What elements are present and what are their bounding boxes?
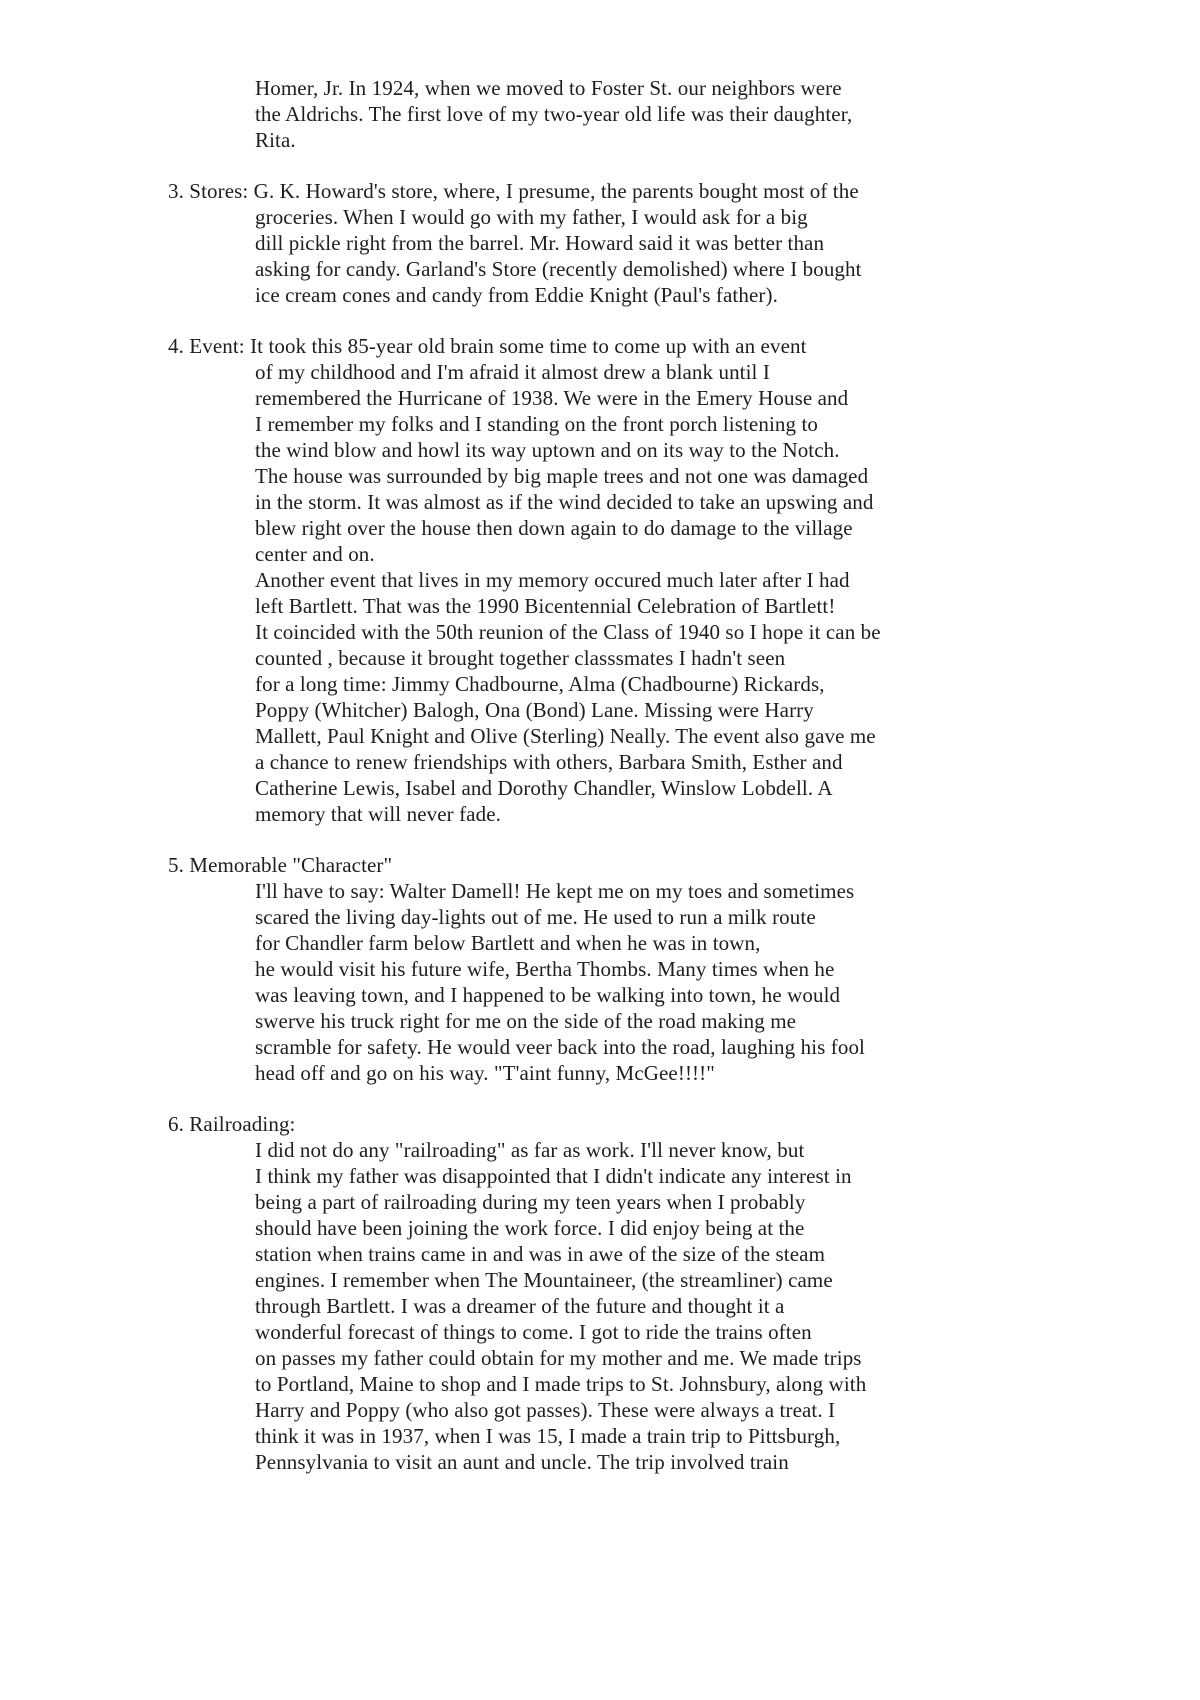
paragraph-line: left Bartlett. That was the 1990 Bicentennial Celebration of Bartlett! — [255, 594, 836, 618]
paragraph-line: dill pickle right from the barrel. Mr. Howard said it was better than — [255, 231, 825, 255]
paragraph-line: swerve his truck right for me on the side of the road making me — [255, 1009, 797, 1033]
paragraph-line: I'll have to say: Walter Damell! He kept me on my toes and sometimes — [255, 879, 855, 903]
paragraph-line: I did not do any "railroading" as far as work. I'll never know, but — [255, 1138, 805, 1162]
section-heading-character: 5. Memorable "Character" — [168, 853, 393, 877]
paragraph-line: Poppy (Whitcher) Balogh, Ona (Bond) Lane. Missing were Harry — [255, 698, 814, 722]
paragraph-line: Mallett, Paul Knight and Olive (Sterling) Neally. The event also gave me — [255, 724, 876, 748]
intro-line: Homer, Jr. In 1924, when we moved to Foster St. our neighbors were — [255, 76, 842, 100]
paragraph-line: think it was in 1937, when I was 15, I made a train trip to Pittsburgh, — [255, 1424, 841, 1448]
paragraph-line: a chance to renew friendships with others, Barbara Smith, Esther and — [255, 750, 843, 774]
paragraph-line: I think my father was disappointed that I didn't indicate any interest in — [255, 1164, 852, 1188]
paragraph-line: of my childhood and I'm afraid it almost drew a blank until I — [255, 360, 770, 384]
paragraph-line: Catherine Lewis, Isabel and Dorothy Chandler, Winslow Lobdell. A — [255, 776, 833, 800]
paragraph-line: to Portland, Maine to shop and I made trips to St. Johnsbury, along with — [255, 1372, 867, 1396]
paragraph-line: groceries. When I would go with my father, I would ask for a big — [255, 205, 808, 229]
paragraph-line: wonderful forecast of things to come. I got to ride the trains often — [255, 1320, 812, 1344]
paragraph-line: I remember my folks and I standing on the front porch listening to — [255, 412, 818, 436]
paragraph-line: was leaving town, and I happened to be walking into town, he would — [255, 983, 841, 1007]
paragraph-line: the wind blow and howl its way uptown and on its way to the Notch. — [255, 438, 840, 462]
section-heading-railroading: 6. Railroading: — [168, 1112, 296, 1136]
paragraph-line: should have been joining the work force. I did enjoy being at the — [255, 1216, 805, 1240]
paragraph-line: through Bartlett. I was a dreamer of the future and thought it a — [255, 1294, 785, 1318]
paragraph-line: scared the living day-lights out of me. He used to run a milk route — [255, 905, 816, 929]
paragraph-line: Pennsylvania to visit an aunt and uncle. The trip involved train — [255, 1450, 789, 1474]
paragraph-line: Harry and Poppy (who also got passes). These were always a treat. I — [255, 1398, 836, 1422]
paragraph-line: It coincided with the 50th reunion of the Class of 1940 so I hope it can be — [255, 620, 881, 644]
paragraph-line: engines. I remember when The Mountaineer, (the streamliner) came — [255, 1268, 833, 1292]
paragraph-line: memory that will never fade. — [255, 802, 501, 826]
paragraph-line: scramble for safety. He would veer back into the road, laughing his fool — [255, 1035, 865, 1059]
paragraph-line: being a part of railroading during my teen years when I probably — [255, 1190, 806, 1214]
paragraph-line: The house was surrounded by big maple trees and not one was damaged — [255, 464, 869, 488]
intro-line: the Aldrichs. The first love of my two-year old life was their daughter, — [255, 102, 853, 126]
paragraph-line: for a long time: Jimmy Chadbourne, Alma (Chadbourne) Rickards, — [255, 672, 825, 696]
paragraph-line: Another event that lives in my memory occured much later after I had — [255, 568, 850, 592]
section-heading-stores: 3. Stores: G. K. Howard's store, where, I presume, the parents bought most of the — [168, 179, 859, 203]
paragraph-line: on passes my father could obtain for my mother and me. We made trips — [255, 1346, 862, 1370]
paragraph-line: center and on. — [255, 542, 375, 566]
paragraph-line: station when trains came in and was in awe of the size of the steam — [255, 1242, 826, 1266]
paragraph-line: asking for candy. Garland's Store (recently demolished) where I bought — [255, 257, 862, 281]
section-heading-event: 4. Event: It took this 85-year old brain some time to come up with an event — [168, 334, 807, 358]
paragraph-line: blew right over the house then down again to do damage to the village — [255, 516, 853, 540]
paragraph-line: remembered the Hurricane of 1938. We were in the Emery House and — [255, 386, 849, 410]
paragraph-line: ice cream cones and candy from Eddie Knight (Paul's father). — [255, 283, 778, 307]
paragraph-line: in the storm. It was almost as if the wind decided to take an upswing and — [255, 490, 874, 514]
paragraph-line: counted , because it brought together classsmates I hadn't seen — [255, 646, 786, 670]
paragraph-line: he would visit his future wife, Bertha Thombs. Many times when he — [255, 957, 835, 981]
paragraph-line: head off and go on his way. "T'aint funny, McGee!!!!" — [255, 1061, 715, 1085]
intro-line: Rita. — [255, 128, 296, 152]
paragraph-line: for Chandler farm below Bartlett and when he was in town, — [255, 931, 761, 955]
